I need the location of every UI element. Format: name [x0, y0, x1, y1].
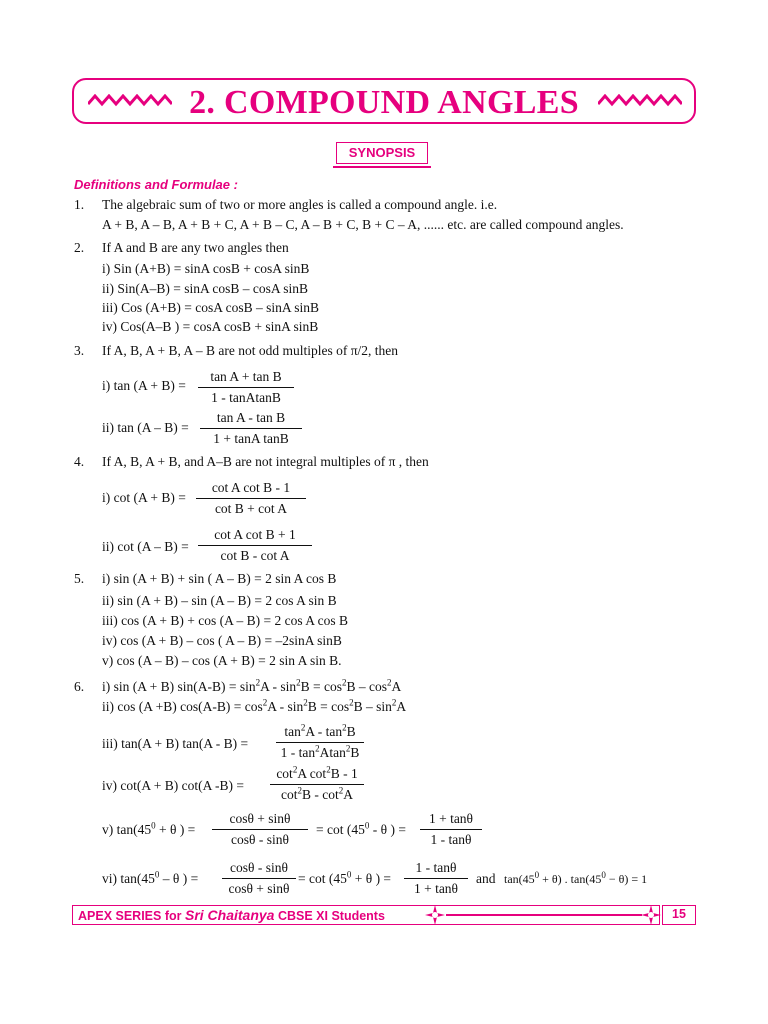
denominator: 1 + tanA tanB	[213, 431, 289, 446]
formula-lhs: i) tan (A + B) =	[102, 378, 186, 393]
formula: iii) cos (A + B) + cos (A – B) = 2 cos A cos B	[102, 613, 348, 628]
item-number: 2.	[74, 240, 85, 255]
denominator: cot B - cot A	[220, 548, 290, 563]
item-text: The algebraic sum of two or more angles is called a compound angle. i.e.	[102, 197, 498, 212]
chapter-title-box	[72, 78, 696, 124]
formula-lhs: iii) tan(A + B) tan(A - B) =	[102, 736, 249, 751]
item-text: If A, B, A + B, A – B are not odd multiples of π/2, then	[102, 343, 399, 358]
numerator: cosθ - sinθ	[222, 860, 296, 879]
star-icon	[640, 904, 662, 926]
star-icon	[424, 904, 446, 926]
formula-mid: = $\cot (45^0$ - θ ) =	[316, 820, 406, 837]
synopsis-underline	[333, 166, 431, 168]
formula-lhs: ii) tan (A – B) =	[102, 420, 189, 435]
formula-lhs: ii) cot (A – B) =	[102, 539, 189, 554]
item-text: If A and B are any two angles then	[102, 240, 289, 255]
numerator: cot A cot B - 1	[196, 480, 306, 499]
numerator: cosθ + sinθ	[212, 811, 308, 830]
denominator: cosθ - sinθ	[231, 832, 289, 847]
fraction	[212, 811, 308, 848]
denominator: 1 - tanθ	[430, 832, 472, 847]
denominator: 1 + tanθ	[413, 881, 459, 896]
formula: i) sin (A + B) + sin ( A – B) = 2 sin A cos B	[102, 571, 337, 586]
conjunction: and	[476, 871, 496, 886]
denominator: 1 - tanAtanB	[211, 390, 281, 405]
denominator: $\cot^2B - \cot^2A$	[281, 785, 353, 802]
item-text: A + B, A – B, A + B + C, A + B – C, A – B + C, B + C – A, ...... etc. are called compound angles.	[102, 217, 624, 232]
formula: ii) sin (A + B) – sin (A – B) = 2 cos A sin B	[102, 593, 337, 608]
formula: iv) cos (A + B) – cos ( A – B) = –2sinA sinB	[102, 633, 342, 648]
formula: v) cos (A – B) – cos (A + B) = 2 sin A sin B.	[102, 653, 342, 668]
fraction	[276, 724, 364, 761]
fraction	[198, 527, 312, 564]
formula-mid: = $\cot (45^0 + \theta$ ) =	[298, 869, 392, 886]
formula: i) sin (A + B) $\sin(A-B) = \sin^2A - \sin^2B = \cos^2B - \cos^2A$	[102, 677, 402, 694]
fraction	[222, 860, 296, 897]
formula: ii) cos (A +B) $\cos(A-B) = \cos^2A - \sin^2B = \cos^2B - \sin^2A$	[102, 697, 407, 714]
numerator: cot A cot B + 1	[198, 527, 312, 546]
numerator: $\cot^2A$ $\cot^2B - 1$	[270, 766, 364, 785]
page-number: 15	[662, 905, 696, 925]
fraction	[198, 369, 294, 406]
synopsis-label: SYNOPSIS	[336, 142, 428, 164]
footer-text	[78, 907, 385, 923]
footer-audience: CBSE XI Students	[277, 909, 385, 923]
footer-brand: Sri Chaitanya	[184, 907, 275, 923]
item-number: 3.	[74, 343, 85, 358]
formula-lhs: iv) cot(A + B) cot(A -B) =	[102, 778, 244, 793]
footer-series: APEX SERIES for	[78, 909, 182, 923]
denominator: cot B + cot A	[214, 501, 288, 516]
numerator: tan A + tan B	[198, 369, 294, 388]
footer-rule	[446, 914, 642, 916]
formula: iv) Cos(A–B ) = cosA cosB + sinA sinB	[102, 319, 319, 334]
item-number: 1.	[74, 197, 85, 212]
item-text: If A, B, A + B, and A–B are not integral multiples of π , then	[102, 454, 429, 469]
fraction	[196, 480, 306, 517]
formula: i) Sin (A+B) = sinA cosB + cosA sinB	[102, 261, 310, 276]
item-number: 6.	[74, 679, 85, 694]
fraction	[404, 860, 468, 897]
numerator: $\tan^2A - \tan^2B$	[276, 724, 364, 743]
formula: ii) Sin(A–B) = sinA cosB – cosA sinB	[102, 281, 309, 296]
chapter-title: 2. COMPOUND ANGLES	[189, 84, 579, 121]
numerator: tan A - tan B	[200, 410, 302, 429]
fraction	[270, 766, 364, 803]
zigzag-ornament-right	[598, 94, 682, 108]
formula: iii) Cos (A+B) = cosA cosB – sinA sinB	[102, 300, 319, 315]
section-heading: Definitions and Formulae :	[74, 177, 238, 192]
denominator: cosθ + sinθ	[228, 881, 290, 896]
numerator: 1 + tanθ	[420, 811, 482, 830]
fraction	[420, 811, 482, 848]
item-number: 4.	[74, 454, 85, 469]
numerator: 1 - tanθ	[404, 860, 468, 879]
formula-lhs: i) cot (A + B) =	[102, 490, 186, 505]
formula-lhs: vi) $\tan(45^0$ – θ ) =	[102, 869, 199, 886]
item-number: 5.	[74, 571, 85, 586]
denominator: $1 - \tan^2Atan^2B$	[280, 743, 360, 760]
formula-tail: $\tan(45^0 + \theta)$ . $\tan(45^0 - \theta) = 1$	[504, 870, 648, 886]
formula-lhs: v) $\tan(45^0 + \theta$ ) =	[102, 820, 196, 837]
fraction	[200, 410, 302, 447]
